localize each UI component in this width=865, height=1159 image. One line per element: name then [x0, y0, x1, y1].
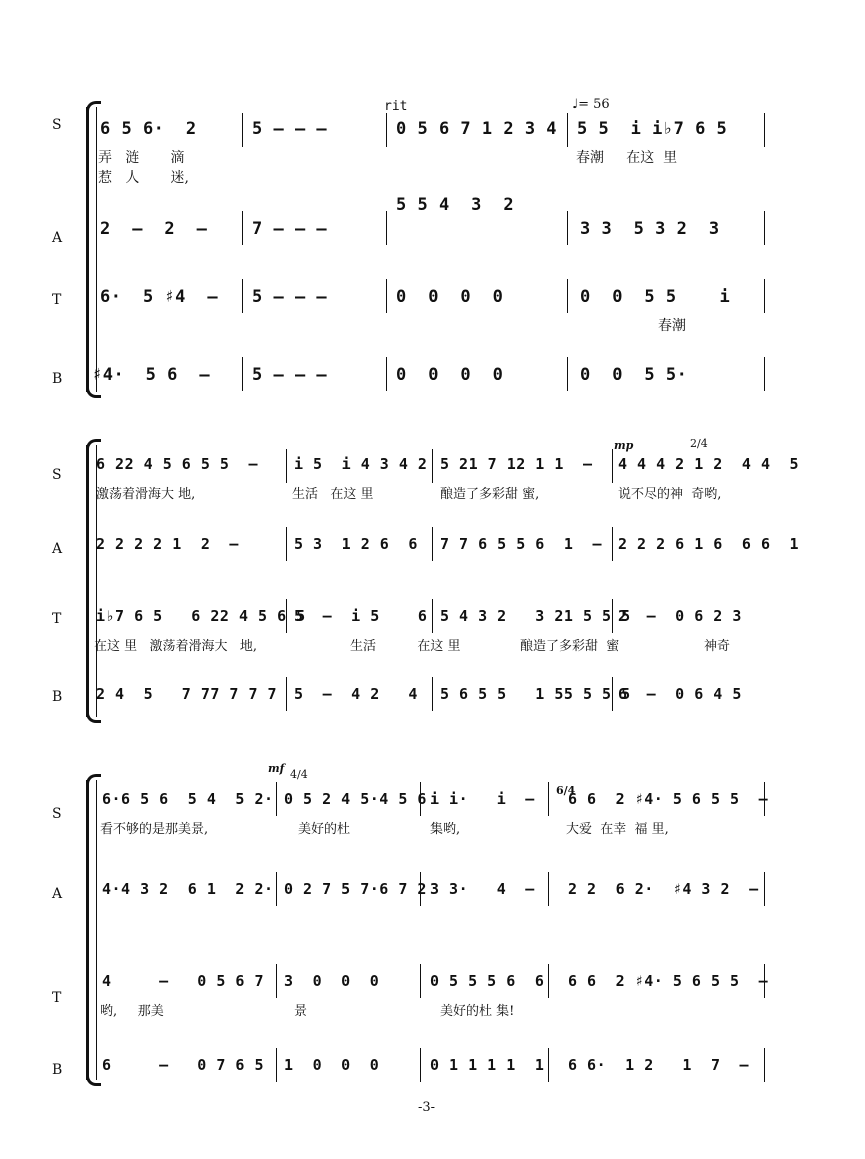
time-signature-6-4: 6/4	[556, 784, 576, 797]
s3-alto-m3: 3 3· 4 –	[430, 880, 535, 898]
s1-soprano-lyrics-c: 惹 人 迷,	[98, 170, 189, 186]
part-label-bass: B	[52, 689, 63, 705]
s2-bass-m2: 5 – 4 2 4	[294, 685, 418, 703]
s2-soprano-lyrics-2: 生活 在这 里	[292, 487, 374, 502]
s3-soprano-m1: 6·6 5 6 5 4 5 2·	[102, 790, 274, 808]
rit-mark: rit	[384, 99, 408, 114]
s1-tenor-m1: 6· 5 ♯4 –	[100, 287, 219, 307]
time-signature-4-4: 4/4	[290, 768, 308, 781]
s3-tenor-lyrics-3: 美好的杜 集!	[440, 1004, 515, 1019]
s3-tenor-m4: 6 6 2 ♯4· 5 6 5 5 –	[568, 972, 769, 990]
s2-alto-m3: 7 7 6 5 5 6 1 –	[440, 535, 603, 553]
part-label-tenor: T	[52, 292, 62, 308]
s3-bass-m4: 6 6· 1 2 1 7 –	[568, 1056, 750, 1074]
part-label-tenor: T	[52, 990, 62, 1006]
s1-tenor-m2: 5 – – –	[252, 287, 328, 307]
s3-soprano-m2: 0 5 2 4 5·4 5 6	[284, 790, 427, 808]
s2-bass-m1: 2 4 5 7 77 7 7 7	[96, 685, 278, 703]
s1-bass-m1: ♯4· 5 6 –	[92, 365, 211, 385]
s3-soprano-lyrics-2: 美好的杜	[298, 822, 351, 837]
part-label-bass: B	[52, 1062, 63, 1078]
s2-tenor-m4: 2 – 0 6 2 3	[618, 607, 742, 625]
s3-alto-m4: 2 2 6 2· ♯4 3 2 –	[568, 880, 759, 898]
s3-soprano-m4: 6 6 2 ♯4· 5 6 5 5 –	[568, 790, 769, 808]
s2-soprano-lyrics-1: 激荡着滑海大 地,	[96, 487, 196, 502]
s2-tenor-m2: 5 – i 5 6	[294, 607, 428, 625]
s1-alto-m3: 5 5 4 3 2	[396, 195, 515, 215]
s2-tenor-lyrics-1: 在这 里 激荡着滑海大 地,	[94, 639, 258, 654]
s3-soprano-lyrics-3: 集哟,	[430, 822, 461, 837]
s2-alto-m2: 5 3 1 2 6 6	[294, 535, 418, 553]
s2-alto-m4: 2 2 2 6 1 6 6 6 1	[618, 535, 800, 553]
part-label-bass: B	[52, 371, 63, 387]
system-1	[0, 95, 865, 405]
dynamic-mf: mf	[268, 762, 285, 775]
part-label-soprano: S	[52, 806, 62, 822]
s3-tenor-lyrics-1: 哟, 那美	[100, 1004, 164, 1019]
page-number: -3-	[418, 1100, 436, 1115]
s1-alto-m4: 3 3 5 3 2 3	[580, 219, 720, 239]
s3-tenor-lyrics-2: 景	[294, 1004, 308, 1019]
s2-tenor-m3: 5 4 3 2 3 21 5 5 5	[440, 607, 631, 625]
part-label-alto: A	[52, 886, 63, 902]
s1-soprano-lyrics-b: 春潮 在这 里	[576, 150, 678, 166]
s3-bass-m1: 6 – 0 7 6 5	[102, 1056, 265, 1074]
s3-bass-m2: 1 0 0 0	[284, 1056, 380, 1074]
s1-soprano-m2: 5 – – –	[252, 119, 328, 139]
s3-alto-m2: 0 2 7 5 7·6 7 2	[284, 880, 427, 898]
s2-tenor-m1: i♭7 6 5 6 22 4 5 6 5	[96, 607, 306, 625]
system-2	[0, 435, 865, 725]
s2-alto-m1: 2 2 2 2 1 2 –	[96, 535, 239, 553]
part-label-alto: A	[52, 541, 63, 557]
system-3	[0, 760, 865, 1090]
s1-tenor-m3: 0 0 0 0	[396, 287, 504, 307]
s2-soprano-m2: i 5 i 4 3 4 2	[294, 455, 428, 473]
s1-tenor-m4: 0 0 5 5 i	[580, 287, 731, 307]
s3-tenor-m2: 3 0 0 0	[284, 972, 380, 990]
s3-bass-m3: 0 1 1 1 1 1	[430, 1056, 545, 1074]
s3-alto-m1: 4·4 3 2 6 1 2 2·	[102, 880, 274, 898]
s1-bass-m4: 0 0 5 5·	[580, 365, 688, 385]
part-label-soprano: S	[52, 117, 62, 133]
s1-bass-m3: 0 0 0 0	[396, 365, 504, 385]
part-label-soprano: S	[52, 467, 62, 483]
s2-soprano-m3: 5 21 7 12 1 1 –	[440, 455, 593, 473]
s3-tenor-m3: 0 5 5 5 6 6	[430, 972, 545, 990]
s1-bass-m2: 5 – – –	[252, 365, 328, 385]
s2-tenor-lyrics-3: 酿造了多彩甜 蜜	[520, 639, 620, 654]
s2-soprano-lyrics-4: 说不尽的神 奇哟,	[618, 487, 722, 502]
system-line	[96, 107, 97, 392]
s1-tenor-lyrics: 春潮	[658, 318, 686, 334]
s2-bass-m3: 5 6 5 5 1 55 5 5 5	[440, 685, 631, 703]
part-label-alto: A	[52, 230, 63, 246]
system-bracket	[86, 780, 99, 1080]
s1-soprano-m1: 6 5 6· 2	[100, 119, 197, 139]
s3-soprano-m3: i i· i –	[430, 790, 535, 808]
s2-soprano-m4: 4 4 4 2 1 2 4 4 5	[618, 455, 800, 473]
s2-soprano-m1: 6 22 4 5 6 5 5 –	[96, 455, 259, 473]
dynamic-mp: mp	[614, 439, 634, 452]
s2-tenor-lyrics-4: 神奇	[704, 639, 731, 654]
s3-soprano-lyrics-4: 大爱 在幸 福 里,	[566, 822, 669, 837]
s2-bass-m4: 6 – 0 6 4 5	[618, 685, 742, 703]
s3-soprano-lyrics-1: 看不够的是那美景,	[100, 822, 209, 837]
s1-soprano-m4: 5 5 i i♭7 6 5	[577, 119, 728, 139]
s2-soprano-lyrics-3: 酿造了多彩甜 蜜,	[440, 487, 540, 502]
tempo-mark: ♩= 56	[572, 97, 610, 112]
s1-alto-m2: 7 – – –	[252, 219, 328, 239]
s3-tenor-m1: 4 – 0 5 6 7	[102, 972, 265, 990]
system-line	[96, 780, 97, 1080]
part-label-tenor: T	[52, 611, 62, 627]
s1-alto-m1: 2 – 2 –	[100, 219, 208, 239]
s1-soprano-lyrics-a: 弄 涟 滴	[98, 150, 185, 166]
time-signature-2-4: 2/4	[690, 437, 708, 450]
s1-soprano-m3: 0 5 6 7 1 2 3 4	[396, 119, 558, 139]
s2-tenor-lyrics-2: 生活 在这 里	[350, 639, 461, 654]
